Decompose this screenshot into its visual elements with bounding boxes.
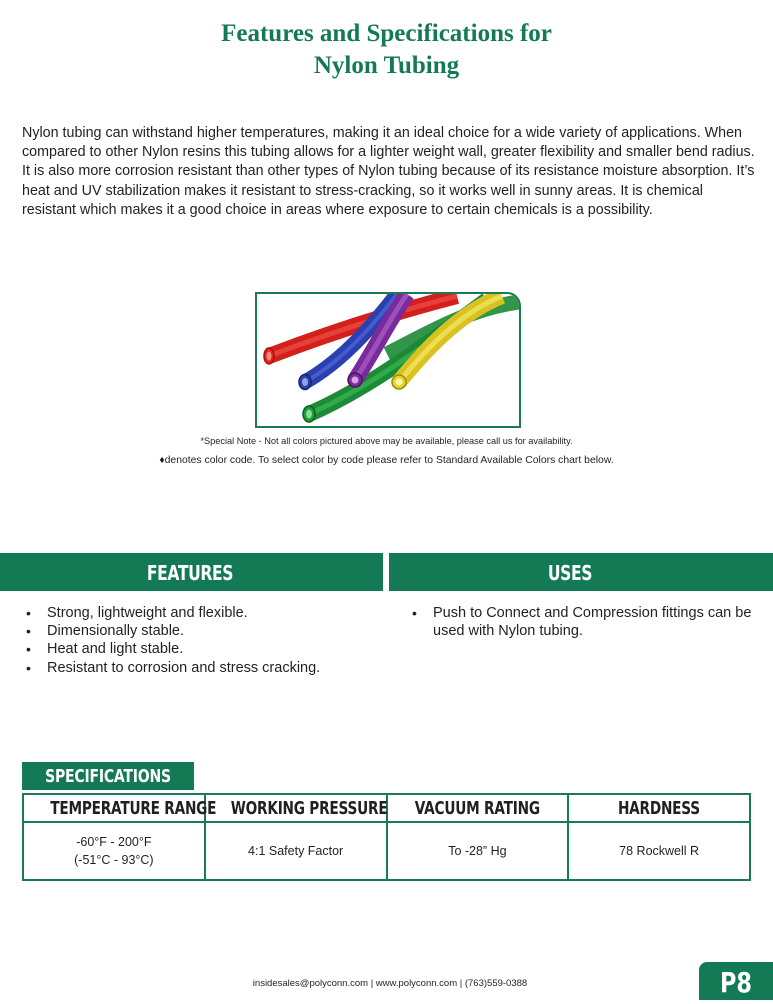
use-text: Push to Connect and Compression fittings can be used with Nylon tubing. (433, 605, 752, 640)
features-heading: FEATURES (146, 561, 234, 585)
title-line-2: Nylon Tubing (313, 52, 460, 79)
column-header-label: TEMPERATURE RANGE (50, 797, 217, 819)
specifications-table (22, 793, 751, 881)
feature-text: Dimensionally stable. (47, 623, 185, 640)
list-item (22, 659, 382, 677)
intro-paragraph: Nylon tubing can withstand higher temperatures, making it an ideal choice for a wide variety of applications. When compared to other Nylon resins this tubing allows for a lighter weight wall, greater flexibility and smaller bend radius. It is also more corrosion resistant than other types of Nylon tubing because of its resistance moisture absorption. It’s heat and UV stabilization makes it resistant to stress-cracking, so it works well in sunny areas. It is chemical resistant which makes it a good choice in areas where exposure to certain chemicals is a possibility. (22, 125, 755, 218)
bullet-icon: • (26, 659, 31, 676)
column-header (568, 794, 750, 822)
feature-text: Strong, lightweight and flexible. (47, 605, 248, 621)
list-item (22, 640, 382, 658)
specifications-heading: SPECIFICATIONS (45, 766, 171, 787)
page-number: P8 (719, 966, 752, 999)
temperature-c: (-51°C - 93°C) (74, 853, 154, 867)
temperature-f: -60°F - 200°F (76, 835, 152, 849)
list-item (408, 604, 758, 640)
bullet-icon: • (26, 641, 31, 658)
tubing-photo (255, 292, 521, 428)
hardness-cell: 78 Rockwell R (568, 822, 750, 880)
temperature-cell (23, 822, 205, 880)
column-header-label: VACUUM RATING (414, 797, 540, 819)
working-pressure-cell: 4:1 Safety Factor (205, 822, 387, 880)
feature-text: Heat and light stable. (47, 641, 184, 658)
page-title (0, 18, 773, 82)
column-header-label: HARDNESS (618, 797, 701, 819)
bullet-icon: • (26, 605, 31, 621)
column-header-label: WORKING PRESSURE (230, 797, 388, 819)
title-line-1: Features and Specifications for (221, 20, 552, 47)
uses-heading: USES (547, 561, 593, 585)
color-code-note: ♦denotes color code. To select color by code please refer to Standard Available Colors chart below. (159, 455, 614, 466)
special-note: *Special Note - Not all colors pictured above may be available, please call us for availability. (200, 436, 573, 446)
table-header-row (23, 794, 750, 822)
column-header (23, 794, 217, 822)
bullet-icon: • (26, 623, 31, 640)
column-header (387, 794, 569, 822)
uses-list (408, 604, 758, 640)
features-list (22, 604, 382, 677)
bullet-icon: • (412, 605, 417, 621)
band-divider (383, 553, 389, 591)
column-header (205, 794, 387, 822)
table-row (23, 822, 750, 880)
list-item (22, 622, 382, 640)
list-item (22, 604, 382, 622)
vacuum-rating-cell: To -28” Hg (387, 822, 569, 880)
footer-contact: insidesales@polyconn.com | www.polyconn.com | (763)559-0388 (252, 978, 528, 989)
feature-text: Resistant to corrosion and stress cracking. (47, 659, 321, 676)
